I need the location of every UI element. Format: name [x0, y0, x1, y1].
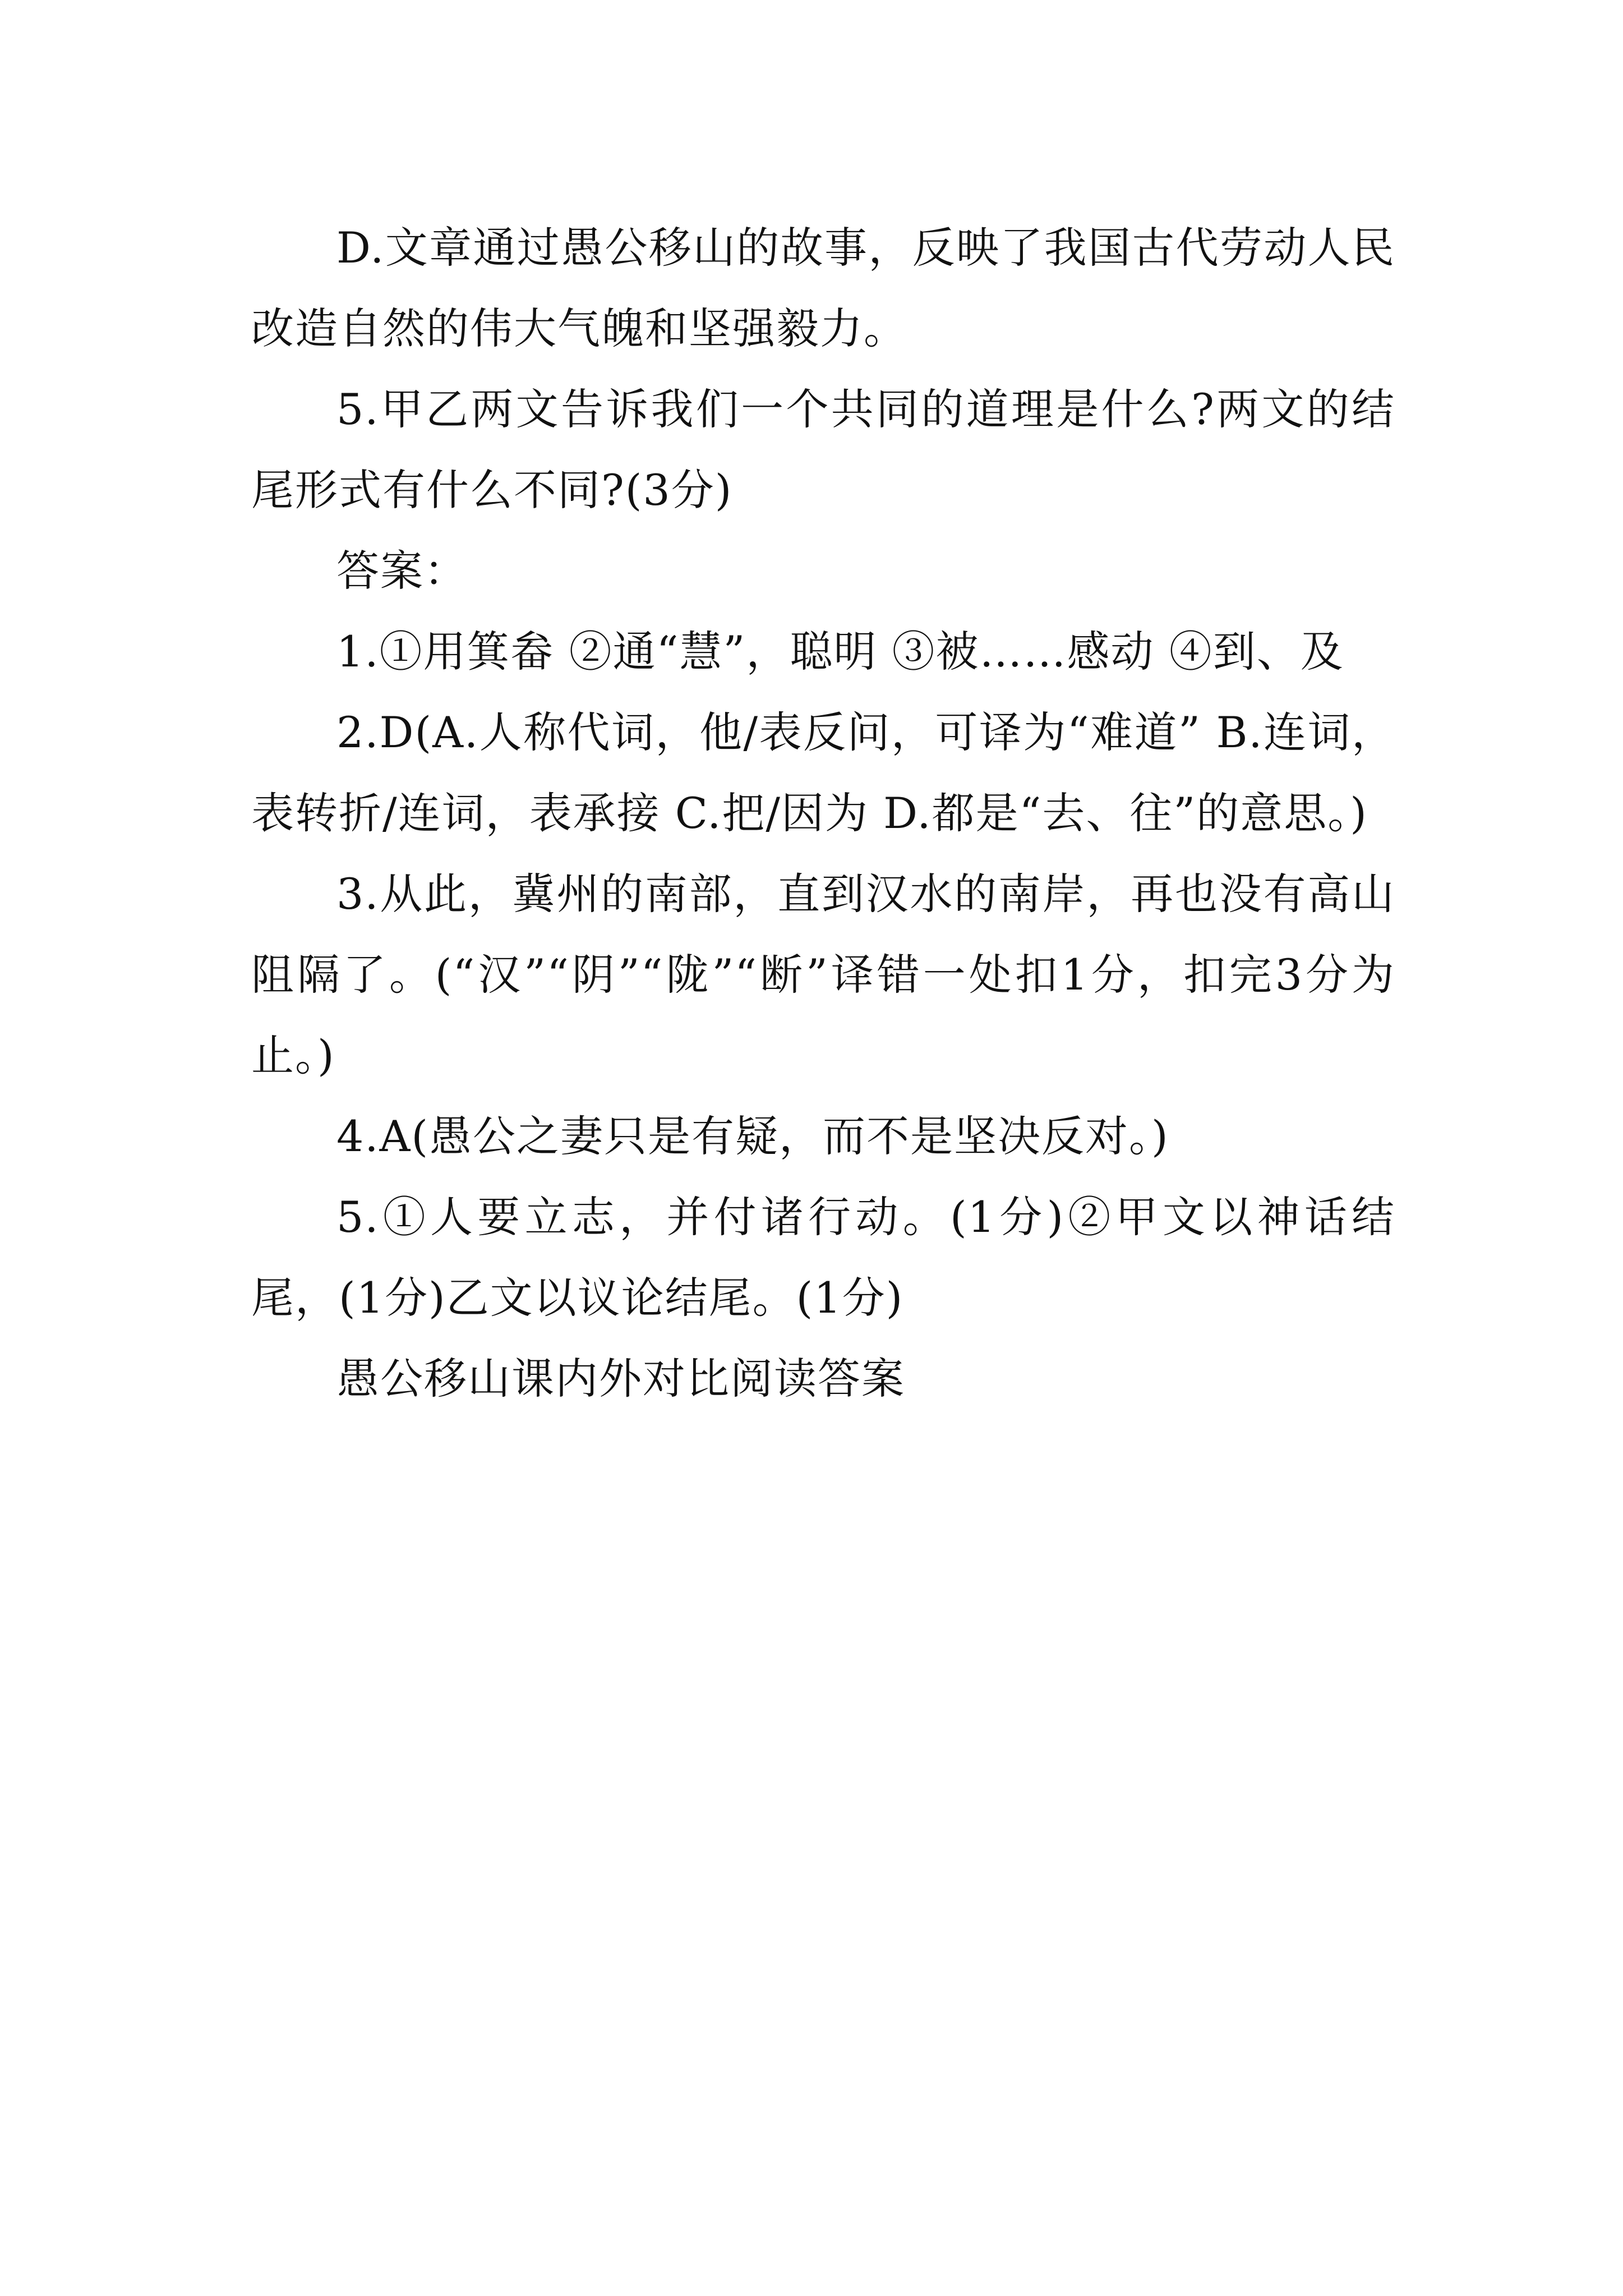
answer-heading: 答案：: [336, 546, 468, 596]
answer-3: 3.从此，冀州的南部，直到汉水的南岸，再也没有高山阻隔了。(“汉”“阴”“陇”“断”译错一处扣1分，扣完3分为止。): [251, 869, 1395, 1080]
answer-1: 1.①用箕畚 ②通“慧”，聪明 ③被……感动 ④到、及: [336, 627, 1344, 677]
answer-5: 5.①人要立志，并付诸行动。(1分)②甲文以神话结尾，(1分)乙文以议论结尾。(1分): [251, 1192, 1395, 1323]
document-body: [251, 208, 1395, 1419]
document-footer-title: 愚公移山课内外对比阅读答案: [336, 1354, 905, 1404]
answer-2: 2.D(A.人称代词，他/表反问，可译为“难道” B.连词，表转折/连词，表承接 C.把/因为 D.都是“去、往”的意思。): [251, 707, 1395, 838]
option-d-text: D.文章通过愚公移山的故事，反映了我国古代劳动人民改造自然的伟大气魄和坚强毅力。: [251, 223, 1395, 353]
answer-4: 4.A(愚公之妻只是有疑，而不是坚决反对。): [336, 1111, 1169, 1161]
question-5-text: 5.甲乙两文告诉我们一个共同的道理是什么?两文的结尾形式有什么不同?(3分): [251, 384, 1395, 515]
